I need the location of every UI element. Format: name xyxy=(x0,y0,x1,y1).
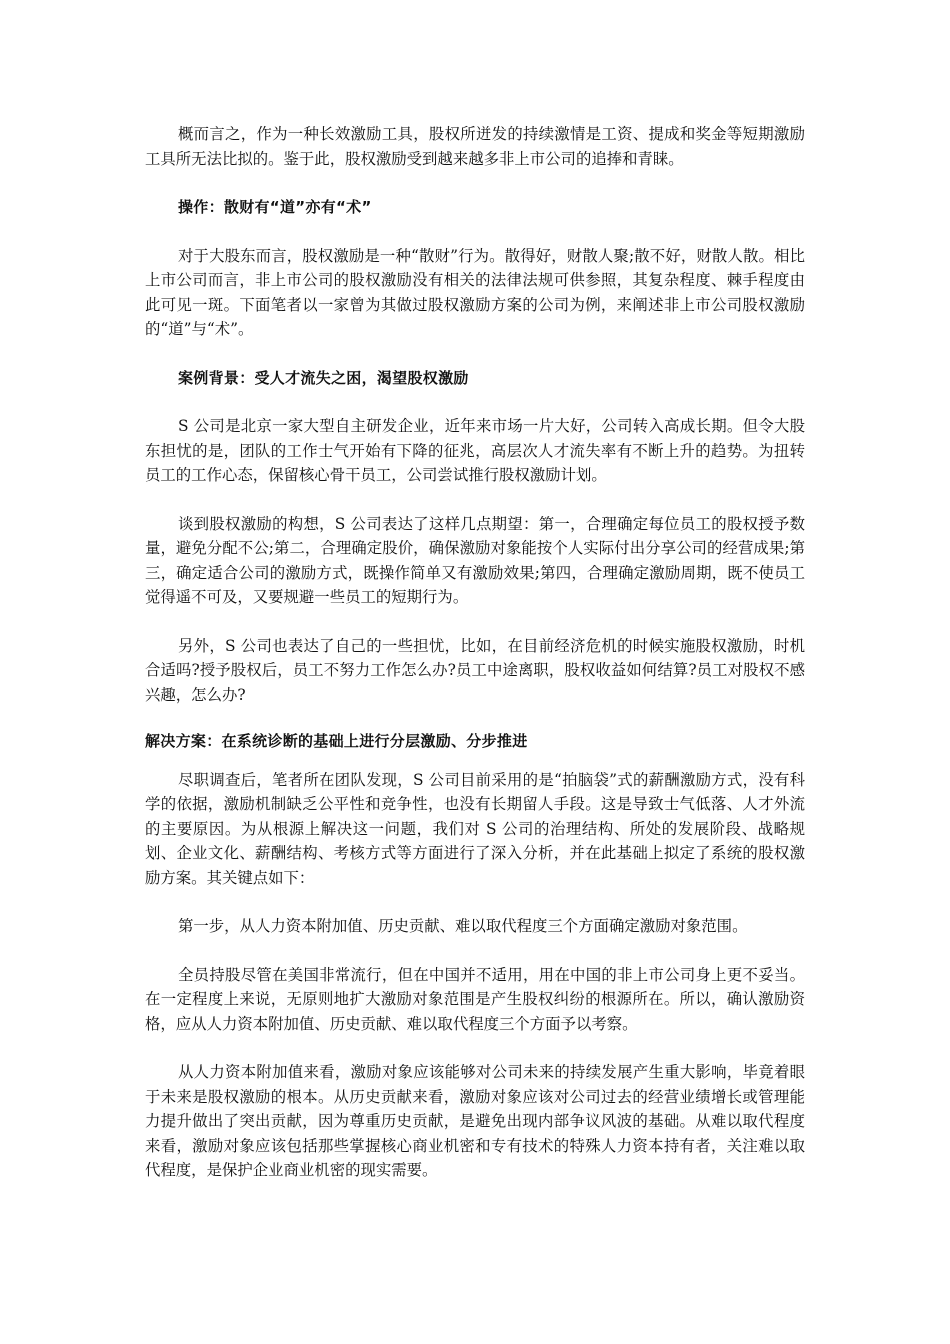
paragraph-due-diligence: 尽职调查后，笔者所在团队发现，S 公司目前采用的是“拍脑袋”式的薪酬激励方式，没有科学的依据，激励机制缺乏公平性和竞争性，也没有长期留人手段。这是导致士气低落、人才外流的主要原因。为从根源上解决这一问题，我们对 S 公司的治理结构、所处的发展阶段、战略规划、企业文化、薪酬结构、考核方式等方面进行了深入分析，并在此基础上拟定了系统的股权激励方案。其关键点如下： xyxy=(145,770,805,887)
paragraph-major-shareholder: 对于大股东而言，股权激励是一种“散财”行为。散得好，财散人聚;散不好，财散人散。相比上市公司而言，非上市公司的股权激励没有相关的法律法规可供参照，其复杂程度、棘手程度由此可见一斑。下面笔者以一家曾为其做过股权激励方案的公司为例，来阐述非上市公司股权激励的“道”与“术”。 xyxy=(145,246,805,338)
paragraph-eligibility: 全员持股尽管在美国非常流行，但在中国并不适用，用在中国的非上市公司身上更不妥当。在一定程度上来说，无原则地扩大激励对象范围是产生股权纠纷的根源所在。所以，确认激励资格，应从人力资本附加值、历史贡献、难以取代程度三个方面予以考察。 xyxy=(145,965,805,1033)
heading-case-background: 案例背景：受人才流失之困，渴望股权激励 xyxy=(178,368,469,387)
heading-operation: 操作：散财有“道”亦有“术” xyxy=(178,198,372,216)
document-body xyxy=(145,122,805,1207)
paragraph-summary: 概而言之，作为一种长效激励工具，股权所迸发的持续激情是工资、提成和奖金等短期激励工具所无法比拟的。鉴于此，股权激励受到越来越多非上市公司的追捧和青睐。 xyxy=(145,125,805,168)
heading-solution: 解决方案：在系统诊断的基础上进行分层激励、分步推进 xyxy=(145,732,528,750)
paragraph-company-intro: S 公司是北京一家大型自主研发企业，近年来市场一片大好，公司转入高成长期。但令大股东担忧的是，团队的工作士气开始有下降的征兆，高层次人才流失率有不断上升的趋势。为扭转员工的工作心态，保留核心骨干员工，公司尝试推行股权激励计划。 xyxy=(145,417,805,484)
paragraph-expectations: 谈到股权激励的构想，S 公司表达了这样几点期望：第一，合理确定每位员工的股权授予数量，避免分配不公;第二，合理确定股价，确保激励对象能按个人实际付出分享公司的经营成果;第三，确定适合公司的激励方式，既操作简单又有激励效果;第四，合理确定激励周期，既不使员工觉得遥不可及，又要规避一些员工的短期行为。 xyxy=(145,514,805,606)
paragraph-criteria: 从人力资本附加值来看，激励对象应该能够对公司未来的持续发展产生重大影响，毕竟着眼于未来是股权激励的根本。从历史贡献来看，激励对象应该对公司过去的经营业绩增长或管理能力提升做出了突出贡献，因为尊重历史贡献，是避免出现内部争议风波的基础。从难以取代程度来看，激励对象应该包括那些掌握核心商业机密和专有技术的特殊人力资本持有者，关注难以取代程度，是保护企业商业机密的现实需要。 xyxy=(145,1063,805,1179)
paragraph-step-one: 第一步，从人力资本附加值、历史贡献、难以取代程度三个方面确定激励对象范围。 xyxy=(178,917,748,935)
paragraph-concerns: 另外，S 公司也表达了自己的一些担忧，比如，在目前经济危机的时候实施股权激励，时机合适吗?授予股权后，员工不努力工作怎么办?员工中途离职，股权收益如何结算?员工对股权不感兴趣，怎么办? xyxy=(145,636,805,704)
